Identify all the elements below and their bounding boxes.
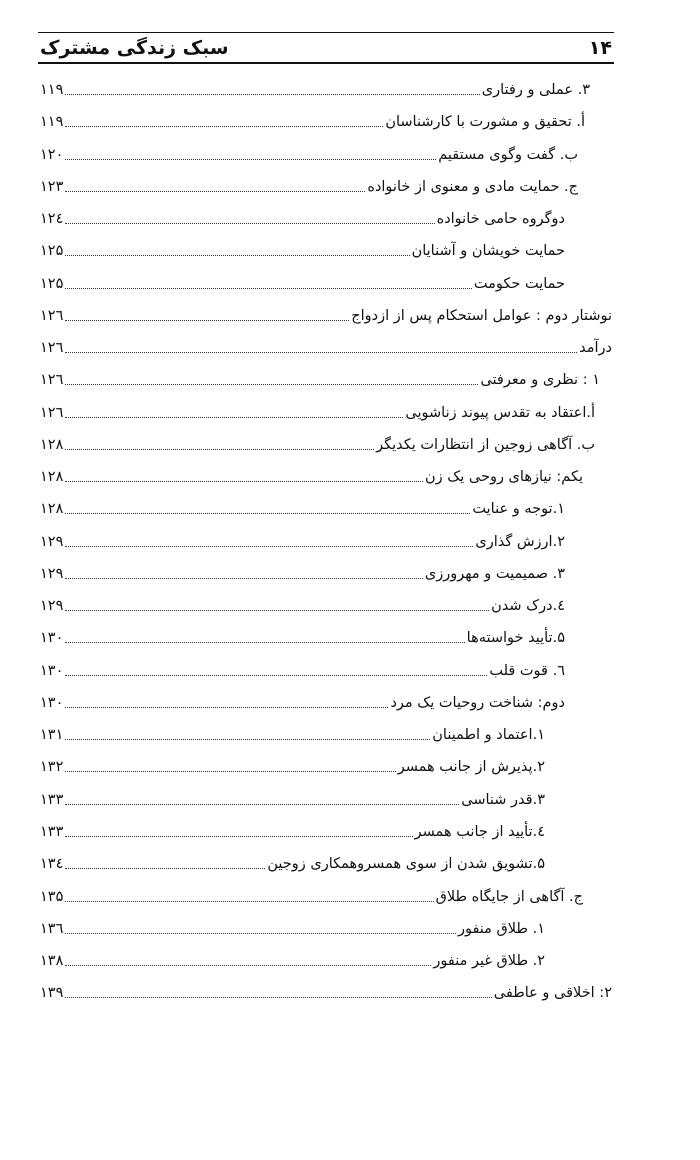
dot-leader [65, 481, 423, 482]
dot-leader [65, 546, 473, 547]
toc-entry-page: ۱۳۲ [40, 759, 64, 776]
toc-entry-title: ۱.اعتماد و اطمینان [432, 727, 545, 744]
toc-entry-title: ۲: اخلاقی و عاطفی [493, 985, 612, 1002]
toc-entry-title: ۵.تشویق شدن از سوی همسروهمکاری زوجین [267, 856, 545, 873]
toc-entry-page: ۱۳۰ [40, 694, 64, 711]
toc-entry-page: ۱۲۹ [40, 533, 64, 550]
toc-entry[interactable] [40, 463, 583, 487]
toc-entry[interactable] [40, 883, 583, 907]
toc-entry-page: ۱۲۸ [40, 501, 64, 518]
toc-entry-title: ب. گفت وگوی مستقیم [438, 146, 578, 163]
dot-leader [65, 868, 265, 869]
toc-entry[interactable] [40, 270, 565, 294]
toc-entry[interactable] [40, 237, 565, 261]
toc-entry-page: ۱۲۵ [40, 243, 64, 260]
toc-entry-page: ۱۲٦ [40, 340, 64, 357]
toc-entry-title: دوگروه حامی خانواده [436, 211, 565, 228]
toc-entry[interactable] [40, 302, 612, 326]
dot-leader [65, 384, 478, 385]
toc-entry-title: ۳. صمیمیت و مهرورزی [424, 565, 565, 582]
toc-entry[interactable] [40, 366, 600, 390]
dot-leader [65, 320, 349, 321]
dot-leader [65, 836, 412, 837]
toc-entry[interactable] [40, 495, 565, 519]
toc-entry[interactable] [40, 108, 585, 132]
dot-leader [65, 417, 403, 418]
toc-entry-page: ۱۲۰ [40, 146, 64, 163]
toc-entry[interactable] [40, 76, 590, 100]
toc-entry-title: ٤.تأیید از جانب همسر [414, 823, 545, 840]
toc-entry[interactable] [40, 592, 565, 616]
toc-entry-page: ۱۲٦ [40, 372, 64, 389]
toc-entry-page: ۱۲۸ [40, 436, 64, 453]
toc-entry-page: ۱۲۵ [40, 275, 64, 292]
dot-leader [65, 739, 430, 740]
dot-leader [65, 352, 577, 353]
toc-entry-title: أ.اعتقاد به تقدس پیوند زناشویی [405, 404, 595, 421]
dot-leader [65, 642, 464, 643]
toc-entry[interactable] [40, 947, 545, 971]
header-bottom-rule [38, 62, 614, 64]
page-number: ۱۴ [588, 37, 612, 59]
toc-entry-title: ٦. قوت قلب [489, 662, 565, 679]
toc-entry-title: أ. تحقیق و مشورت با کارشناسان [385, 114, 585, 131]
toc-entry-page: ۱۲٤ [40, 211, 64, 228]
toc-entry-page: ۱۳۰ [40, 630, 64, 647]
toc-entry-page: ۱۳۳ [40, 823, 64, 840]
toc-entry-page: ۱۳۹ [40, 985, 64, 1002]
toc-entry-page: ۱۲۹ [40, 565, 64, 582]
toc-entry-page: ۱۳۳ [40, 791, 64, 808]
toc-entry-title: ۳. عملی و رفتاری [481, 82, 590, 98]
dot-leader [65, 288, 472, 289]
dot-leader [65, 94, 479, 95]
dot-leader [65, 675, 487, 676]
dot-leader [65, 933, 456, 934]
toc-entry[interactable] [40, 657, 565, 681]
toc-entry-page: ۱۲۳ [40, 178, 64, 195]
toc-entry[interactable] [40, 818, 545, 842]
toc-entry-title: ۱.توجه و عنایت [472, 501, 565, 518]
toc-entry-title: ج. آگاهی از جایگاه طلاق [435, 888, 583, 905]
toc-entry-page: ۱۱۹ [40, 82, 64, 98]
toc-entry[interactable] [40, 721, 545, 745]
toc-entry[interactable] [40, 560, 565, 584]
toc-entry-title: دوم: شناخت روحیات یک مرد [390, 694, 565, 711]
running-head-title: سبک زندگی مشترک [40, 37, 229, 59]
toc-entry[interactable] [40, 979, 612, 1003]
toc-entry-title: حمایت خویشان و آشنایان [411, 243, 565, 260]
toc-entry-page: ۱۳۵ [40, 888, 64, 905]
toc-entry[interactable] [40, 399, 595, 423]
toc-entry-page: ۱۲۸ [40, 469, 64, 486]
toc-entry-page: ۱۲٦ [40, 307, 64, 324]
toc-entry-title: ۱. طلاق منفور [457, 920, 545, 937]
dot-leader [65, 997, 491, 998]
toc-entry-title: ٤.درک شدن [491, 598, 565, 615]
dot-leader [65, 223, 434, 224]
toc-entry-title: ۲.پذیرش از جانب همسر [397, 759, 545, 776]
dot-leader [65, 771, 395, 772]
toc-entry[interactable] [40, 141, 578, 165]
toc-entry[interactable] [40, 334, 612, 358]
toc-entry[interactable] [40, 624, 565, 648]
dot-leader [65, 513, 470, 514]
header-top-rule [38, 32, 614, 33]
toc-entry[interactable] [40, 753, 545, 777]
toc-entry-page: ۱۲۹ [40, 598, 64, 615]
toc-entry[interactable] [40, 915, 545, 939]
toc-entry-title: ۲. طلاق غیر منفور [433, 953, 545, 970]
dot-leader [65, 965, 431, 966]
toc-entry[interactable] [40, 173, 578, 197]
dot-leader [65, 901, 433, 902]
toc-entry[interactable] [40, 689, 565, 713]
toc-entry-page: ۱۳۸ [40, 953, 64, 970]
toc-entry-title: یکم: نیازهای روحی یک زن [425, 469, 583, 486]
toc-entry[interactable] [40, 431, 595, 455]
toc-entry[interactable] [40, 850, 545, 874]
dot-leader [65, 191, 365, 192]
toc-entry-page: ۱۳۱ [40, 727, 64, 744]
dot-leader [65, 449, 374, 450]
toc-entry-title: درآمد [579, 340, 612, 357]
dot-leader [65, 255, 409, 256]
toc-entry-page: ۱۲٦ [40, 404, 64, 421]
toc-entry-title: ۱ : نظری و معرفتی [480, 372, 600, 389]
toc-entry[interactable] [40, 205, 565, 229]
toc-entry-page: ۱۱۹ [40, 114, 64, 131]
toc-entry-title: نوشتار دوم : عوامل استحکام پس از ازدواج [351, 307, 612, 324]
toc-entry-title: ۲.ارزش گذاری [475, 533, 565, 550]
dot-leader [65, 126, 383, 127]
toc-entry[interactable] [40, 786, 545, 810]
toc-entry-title: ۳.قدر شناسی [461, 791, 545, 808]
dot-leader [65, 707, 388, 708]
toc-entry-title: حمایت حکومت [473, 275, 565, 292]
toc-entry[interactable] [40, 528, 565, 552]
dot-leader [65, 159, 436, 160]
dot-leader [65, 804, 459, 805]
toc-entry-page: ۱۳۰ [40, 662, 64, 679]
toc-entry-title: ۵.تأیید خواسته‌ها [466, 630, 565, 647]
dot-leader [65, 610, 489, 611]
toc-entry-title: ب. آگاهی زوجین از انتظارات یکدیگر [376, 436, 595, 453]
toc-entry-title: ج. حمایت مادی و معنوی از خانواده [367, 178, 578, 195]
toc-entry-page: ۱۳٦ [40, 920, 64, 937]
toc-entry-page: ۱۳٤ [40, 856, 64, 873]
dot-leader [65, 578, 423, 579]
